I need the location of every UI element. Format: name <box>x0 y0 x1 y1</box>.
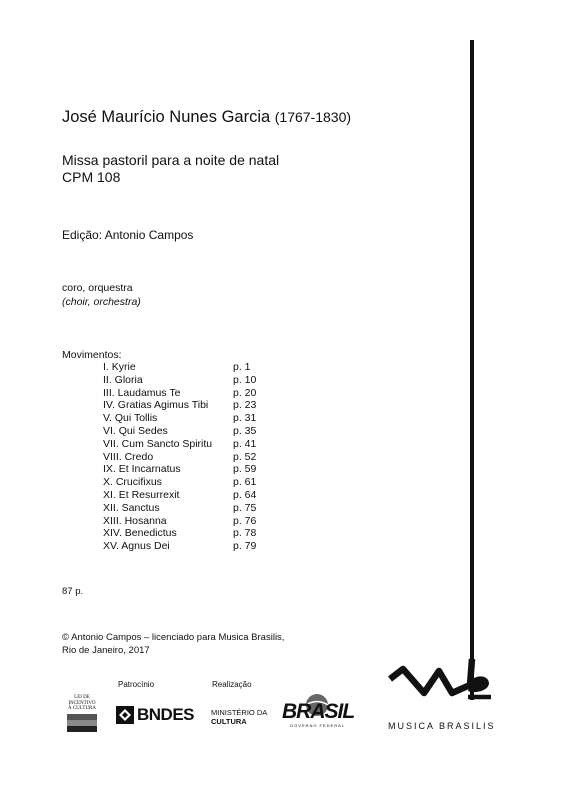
movement-name: IX. Et Incarnatus <box>103 463 181 476</box>
movement-name: I. Kyrie <box>103 361 136 373</box>
ministerio-cultura-logo <box>211 709 267 726</box>
movement-name: VII. Cum Sancto Spiritu <box>103 437 213 450</box>
movement-name: IV. Gratias Agimus Tibi <box>103 399 209 412</box>
movement-row <box>103 374 273 387</box>
copyright-line-1: © Antonio Campos – licenciado para Musica Brasilis, <box>62 632 285 643</box>
movement-name: VIII. Credo <box>103 450 154 463</box>
movement-row <box>103 489 273 502</box>
ministerio-line: MINISTÉRIO DA <box>211 708 268 717</box>
composer-line <box>62 108 351 127</box>
movement-page: p. 75 <box>233 501 257 514</box>
movement-name: XIV. Benedictus <box>103 527 177 540</box>
brand-name: MUSICA BRASILIS <box>388 721 496 731</box>
movements-heading: Movimentos: <box>62 349 122 361</box>
work-title-block <box>62 152 279 186</box>
total-pages: 87 p. <box>62 586 84 597</box>
movement-page: p. 41 <box>233 437 257 450</box>
bndes-emblem-icon <box>116 706 134 724</box>
instrumentation-pt: coro, orquestra <box>62 282 133 294</box>
movement-page: p. 79 <box>233 540 257 553</box>
movement-name: II. Gloria <box>103 373 143 386</box>
instrumentation <box>62 282 141 309</box>
work-catalog: CPM 108 <box>62 169 121 185</box>
lei-incentivo-line-3: À CULTURA <box>67 706 96 711</box>
movement-row <box>103 515 273 528</box>
movement-page: p. 52 <box>233 450 257 463</box>
lei-incentivo-line-1: LEI DE <box>74 695 90 700</box>
movement-page: p. 76 <box>233 514 257 527</box>
copyright-notice <box>62 632 284 657</box>
movement-row <box>103 502 273 515</box>
movement-row <box>103 451 273 464</box>
movement-row <box>103 476 273 489</box>
musica-brasilis-logo-icon <box>388 655 496 705</box>
movement-row <box>103 425 273 438</box>
movement-name: III. Laudamus Te <box>103 386 181 399</box>
work-title: Missa pastoril para a noite de natal <box>62 152 280 168</box>
movement-page: p. 59 <box>233 463 257 476</box>
movement-page: p. 78 <box>233 527 257 540</box>
bndes-wordmark: BNDES <box>137 705 195 724</box>
movement-name: XI. Et Resurrexit <box>103 488 180 501</box>
movement-name: X. Crucifixus <box>103 476 162 489</box>
lei-incentivo-line-2: INCENTIVO <box>68 700 96 706</box>
composer-name: José Maurício Nunes Garcia <box>62 108 271 126</box>
movement-row <box>103 540 273 553</box>
composer-dates: (1767-1830) <box>274 109 352 125</box>
brasil-governo-logo <box>280 690 360 730</box>
movement-page: p. 20 <box>233 386 257 399</box>
movement-row <box>103 399 273 412</box>
movement-page: p. 10 <box>233 373 257 386</box>
movement-page: p. 35 <box>233 424 257 437</box>
vertical-rule <box>470 40 474 700</box>
lei-incentivo-emblem <box>67 714 97 732</box>
movement-row <box>103 412 273 425</box>
movements-list <box>103 361 273 553</box>
patrocinio-label: Patrocínio <box>118 680 155 689</box>
movement-page: p. 23 <box>233 399 257 412</box>
movement-name: XV. Agnus Dei <box>103 540 170 553</box>
movement-name: VI. Qui Sedes <box>103 424 168 437</box>
realizacao-label: Realização <box>212 680 252 689</box>
movement-name: V. Qui Tollis <box>103 412 158 425</box>
movement-page: p. 61 <box>233 476 257 489</box>
cultura-line: CULTURA <box>211 716 247 726</box>
movement-name: XII. Sanctus <box>103 501 160 514</box>
copyright-line-2: Rio de Janeiro, 2017 <box>62 644 150 656</box>
movement-page: p. 31 <box>233 412 257 425</box>
movement-page: p. 1 <box>233 361 251 373</box>
brasil-wordmark: BRASIL <box>282 700 355 723</box>
movement-row <box>103 361 273 374</box>
governo-federal-text: GOVERNO FEDERAL <box>290 723 346 728</box>
instrumentation-en: (choir, orchestra) <box>62 295 141 308</box>
edition-credit: Edição: Antonio Campos <box>62 228 194 242</box>
lei-incentivo-logo <box>64 695 100 732</box>
movement-row <box>103 387 273 400</box>
movement-row <box>103 438 273 451</box>
movement-row <box>103 527 273 540</box>
movement-page: p. 64 <box>233 488 257 501</box>
movement-row <box>103 463 273 476</box>
movement-name: XIII. Hosanna <box>103 514 167 527</box>
